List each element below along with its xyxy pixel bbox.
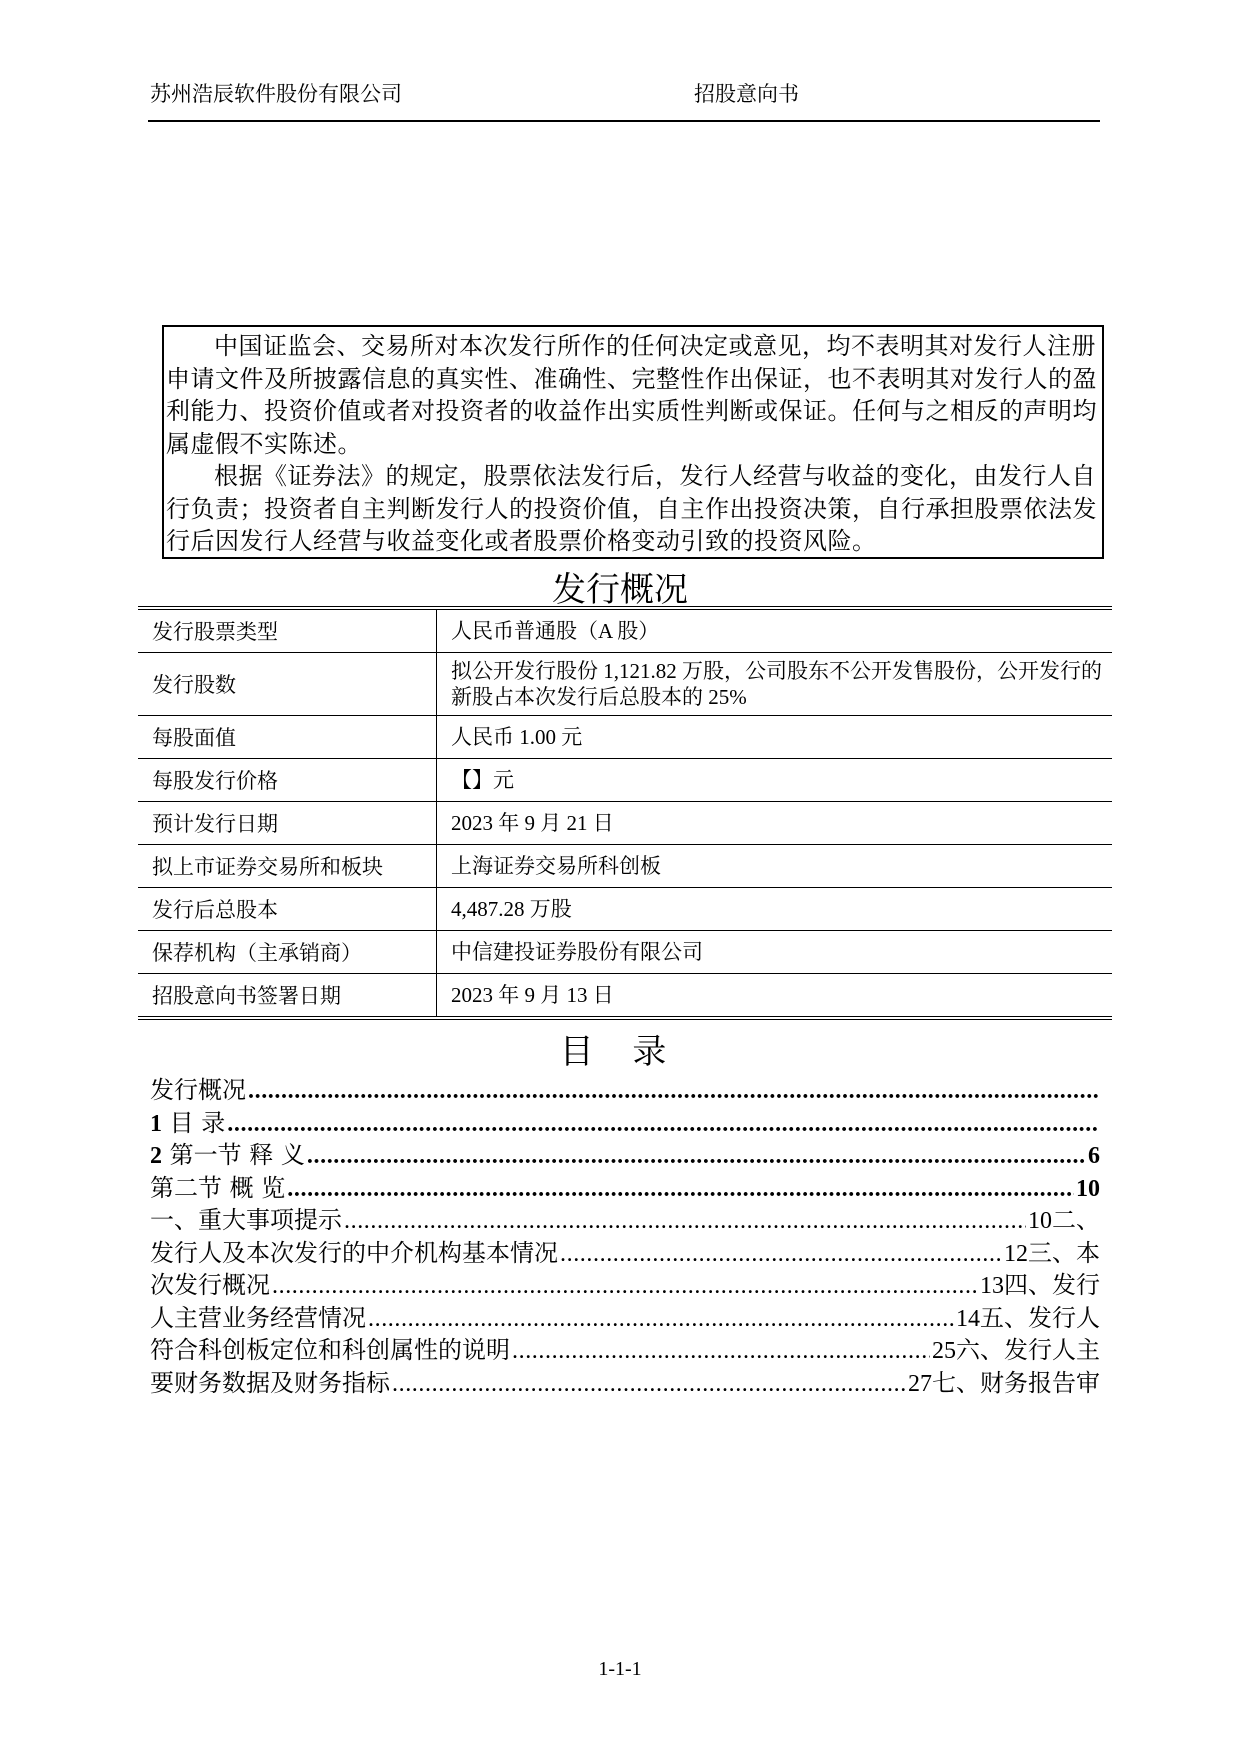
toc-page-number: 25 [932, 1338, 956, 1363]
toc-entry-number: 2 [150, 1143, 162, 1168]
row-label: 每股发行价格 [138, 759, 437, 802]
toc-entry[interactable] [150, 1135, 1100, 1168]
overview-title: 发行概况 [552, 570, 688, 610]
row-label: 拟上市证券交易所和板块 [138, 845, 437, 888]
table-of-contents [150, 1070, 1100, 1395]
regulatory-notice-box [162, 325, 1104, 559]
toc-entry-number: 1 [150, 1110, 162, 1135]
row-value: 【】元 [437, 759, 1113, 802]
row-value: 拟公开发行股份 1,121.82 万股，公司股东不公开发售股份，公开发行的新股占本次发行后总股本的 25% [437, 653, 1113, 716]
toc-entry[interactable] [150, 1103, 1100, 1136]
toc-leader-dots [227, 1111, 1098, 1136]
table-row [138, 653, 1112, 716]
toc-leader-dots [560, 1241, 1002, 1266]
toc-entry-text: 第二节 概 览 [150, 1173, 286, 1200]
toc-page-number: 10 [1076, 1175, 1100, 1200]
offering-overview-table [138, 606, 1112, 1020]
table-row [138, 759, 1112, 802]
row-label: 每股面值 [138, 716, 437, 759]
toc-entry[interactable] [150, 1330, 1100, 1363]
toc-leader-dots [287, 1176, 1074, 1201]
toc-page-number: 14 [956, 1305, 980, 1330]
row-label: 招股意向书签署日期 [138, 974, 437, 1019]
toc-entry[interactable] [150, 1168, 1100, 1201]
toc-entry-text: 发行概况 [150, 1076, 246, 1103]
toc-entry[interactable] [150, 1265, 1100, 1298]
toc-page-number: 13 [980, 1273, 1004, 1298]
toc-entry-continuation: 二、 [1052, 1206, 1100, 1233]
toc-entry-continuation: 五、发行人 [980, 1303, 1100, 1330]
toc-entry-continuation: 七、财务报告审 [932, 1368, 1100, 1395]
notice-paragraph-1: 中国证监会、交易所对本次发行所作的任何决定或意见，均不表明其对发行人注册申请文件及所披露信息的真实性、准确性、完整性作出保证，也不表明其对发行人的盈利能力、投资价值或者对投资者的收益作出实质性判断或保证。任何与之相反的声明均属虚假不实陈述。 [166, 332, 1097, 458]
toc-leader-dots [512, 1338, 930, 1363]
toc-entry-text: 符合科创板定位和科创属性的说明 [150, 1336, 510, 1363]
toc-entry-continuation: 四、发行 [1004, 1271, 1100, 1298]
row-label: 保荐机构（主承销商） [138, 931, 437, 974]
toc-entry[interactable] [150, 1233, 1100, 1266]
document-type: 招股意向书 [694, 82, 799, 106]
toc-entry-text: 次发行概况 [150, 1271, 270, 1298]
table-row [138, 931, 1112, 974]
row-value: 人民币 1.00 元 [437, 716, 1113, 759]
toc-entry-continuation: 六、发行人主 [956, 1336, 1100, 1363]
table-row [138, 888, 1112, 931]
toc-leader-dots [344, 1208, 1026, 1233]
table-row [138, 802, 1112, 845]
toc-leader-dots [248, 1078, 1098, 1103]
toc-entry[interactable] [150, 1200, 1100, 1233]
row-value: 中信建投证券股份有限公司 [437, 931, 1113, 974]
toc-leader-dots [307, 1143, 1086, 1168]
toc-entry[interactable] [150, 1363, 1100, 1396]
page-number: 1-1-1 [598, 1658, 642, 1680]
toc-title: 目 录 [559, 1032, 681, 1072]
row-label: 预计发行日期 [138, 802, 437, 845]
toc-entry-text: 目 录 [162, 1108, 226, 1135]
table-row [138, 608, 1112, 653]
toc-leader-dots [392, 1371, 906, 1396]
toc-entry-text: 一、重大事项提示 [150, 1206, 342, 1233]
row-value: 上海证券交易所科创板 [437, 845, 1113, 888]
toc-entry-text: 第一节 释 义 [162, 1141, 305, 1168]
page-header [148, 76, 1100, 122]
toc-page-number: 27 [908, 1370, 932, 1395]
company-name: 苏州浩辰软件股份有限公司 [150, 82, 402, 106]
toc-entry-text: 要财务数据及财务指标 [150, 1368, 390, 1395]
table-row [138, 974, 1112, 1019]
toc-entry[interactable] [150, 1298, 1100, 1331]
toc-entry[interactable] [150, 1070, 1100, 1103]
row-value: 人民币普通股（A 股） [437, 608, 1113, 653]
notice-paragraph-2: 根据《证券法》的规定，股票依法发行后，发行人经营与收益的变化，由发行人自行负责；投资者自主判断发行人的投资价值，自主作出投资决策，自行承担股票依法发行后因发行人经营与收益变化或者股票价格变动引致的投资风险。 [166, 462, 1097, 555]
table-row [138, 845, 1112, 888]
toc-entry-continuation: 三、本 [1028, 1238, 1100, 1265]
row-value: 2023 年 9 月 13 日 [451, 983, 614, 1007]
row-label: 发行后总股本 [138, 888, 437, 931]
toc-page-number: 6 [1088, 1143, 1100, 1168]
row-label: 发行股数 [138, 653, 437, 716]
toc-leader-dots [368, 1306, 954, 1331]
row-label: 发行股票类型 [138, 608, 437, 653]
toc-page-number: 12 [1004, 1240, 1028, 1265]
row-value: 2023 年 9 月 21 日 [437, 802, 1113, 845]
toc-page-number: 10 [1028, 1208, 1052, 1233]
toc-entry-text: 发行人及本次发行的中介机构基本情况 [150, 1238, 558, 1265]
toc-leader-dots [272, 1273, 978, 1298]
table-row [138, 716, 1112, 759]
toc-entry-text: 人主营业务经营情况 [150, 1303, 366, 1330]
row-value: 4,487.28 万股 [437, 888, 1113, 931]
